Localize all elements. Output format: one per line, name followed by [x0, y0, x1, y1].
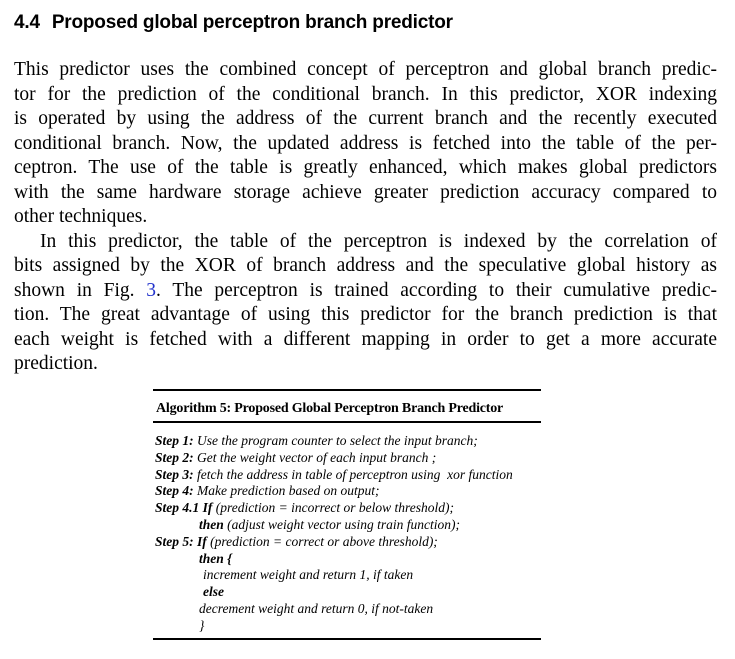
algorithm-step-line — [155, 534, 541, 551]
text-segment: other techniques. — [14, 206, 148, 227]
text-segment: prediction. — [14, 353, 98, 374]
step-keyword: then { — [199, 550, 232, 566]
text-segment: with the same hardware storage achieve greater prediction accuracy compared to — [14, 181, 717, 203]
figure-reference-link[interactable]: 3 — [146, 279, 157, 301]
algorithm-step-line — [155, 500, 541, 517]
step-keyword: Step 1: — [155, 433, 194, 448]
section-number: 4.4 — [14, 12, 40, 33]
algorithm-step-line — [155, 433, 541, 450]
text-line — [14, 254, 717, 279]
algorithm-step-line — [155, 567, 541, 584]
step-text: Make prediction based on output; — [193, 483, 380, 499]
step-keyword: Step 4: — [155, 483, 194, 499]
text-segment: . The perceptron is trained according to their cumulative predic- — [156, 279, 717, 301]
step-text: } — [199, 617, 205, 633]
text-line — [14, 181, 717, 206]
step-text: Get the weight vector of each input branch ; — [193, 449, 437, 465]
step-text: (adjust weight vector using train function); — [223, 516, 460, 532]
algorithm-step-line — [155, 483, 541, 500]
algorithm-step-line — [155, 601, 541, 618]
text-segment: In this predictor, the table of the perceptron is indexed by the correlation of — [40, 230, 717, 252]
text-segment: is operated by using the address of the current branch and the recently executed — [14, 108, 717, 129]
section-title: Proposed global perceptron branch predictor — [51, 12, 453, 33]
algorithm-step-line — [155, 584, 541, 601]
text-line — [14, 132, 717, 157]
body-paragraphs — [14, 58, 717, 377]
step-text: (prediction = correct or above threshold); — [206, 533, 438, 549]
text-line — [14, 328, 717, 353]
step-text: Use the program counter to select the input branch; — [193, 433, 478, 448]
step-text: increment weight and return 1, if taken — [203, 567, 414, 583]
text-line — [14, 107, 717, 132]
text-line — [14, 279, 717, 304]
algorithm-bottom-rule — [153, 638, 541, 640]
text-line — [14, 352, 717, 377]
step-text: fetch the address in table of perceptron using xor function — [193, 466, 513, 482]
algorithm-title: Algorithm 5: Proposed Global Perceptron Branch Predictor — [156, 401, 504, 416]
algorithm-box — [153, 389, 541, 640]
step-text: decrement weight and return 0, if not-taken — [199, 600, 434, 616]
algorithm-steps — [153, 423, 541, 638]
text-line — [14, 58, 717, 83]
text-line — [14, 205, 717, 230]
step-keyword: Step 3: — [155, 466, 194, 482]
step-keyword: else — [203, 584, 224, 600]
step-keyword: Step 4.1 If — [155, 500, 213, 516]
step-keyword: then — [199, 516, 224, 532]
text-segment: conditional branch. Now, the updated address is fetched into the table of the per- — [14, 132, 717, 154]
text-line — [14, 83, 717, 108]
algorithm-step-line — [155, 551, 541, 568]
text-segment: tion. The great advantage of using this predictor for the branch prediction is that — [14, 304, 717, 325]
text-segment: This predictor uses the combined concept of perceptron and global branch predic- — [14, 59, 717, 80]
text-segment: tor for the prediction of the conditional branch. In this predictor, XOR indexing — [14, 83, 717, 105]
algorithm-step-line — [155, 467, 541, 484]
step-text: (prediction = incorrect or below threshold); — [212, 500, 454, 516]
step-keyword: Step 2: — [155, 449, 194, 465]
text-segment: shown in Fig. — [14, 279, 147, 301]
text-line — [14, 303, 717, 328]
algorithm-step-line — [155, 517, 541, 534]
text-segment: ceptron. The use of the table is greatly enhanced, which makes global predictors — [14, 157, 717, 178]
text-line — [14, 230, 717, 255]
step-keyword: Step 5: If — [155, 533, 207, 549]
algorithm-step-line — [155, 618, 541, 635]
text-segment: each weight is fetched with a different mapping in order to get a more accurate — [14, 328, 717, 350]
section-heading — [14, 12, 453, 34]
text-segment: bits assigned by the XOR of branch address and the speculative global history as — [14, 255, 717, 276]
text-line — [14, 156, 717, 181]
algorithm-step-line — [155, 450, 541, 467]
